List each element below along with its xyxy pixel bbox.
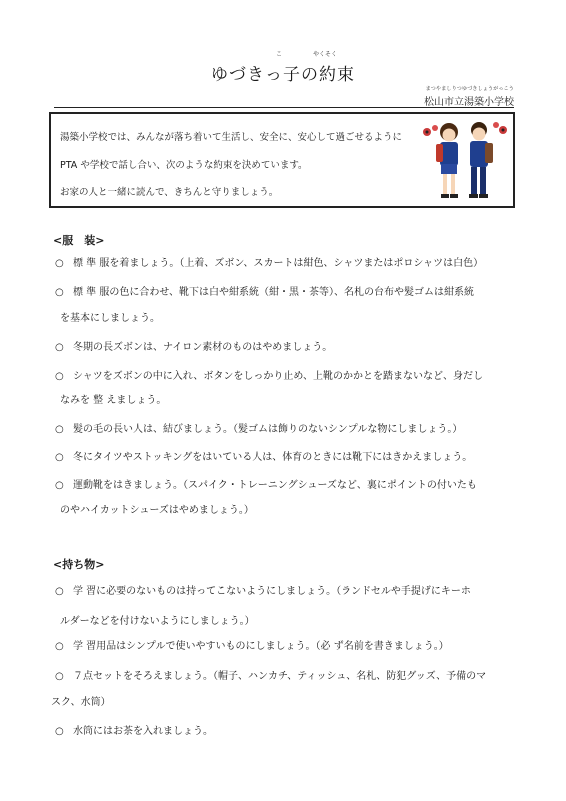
bullet: ○ (55, 452, 64, 463)
item-text: 学 習用品はシンプルで使いやすいものにしましょう。（必 ず名前を書きましょう。） (73, 641, 449, 652)
belongings-item-4 (55, 722, 213, 737)
item-text: 標 準 服の色に合わせ、靴下は白や紺系統（紺・黒・茶等）、名札の台布や髪ゴムは紺系統 (73, 287, 475, 298)
item-text: 髪の毛の長い人は、結びましょう。（髪ゴムは飾りのないシンプルな物にしましょう。） (73, 424, 463, 435)
page-title: ゆづきっ子の約束 (211, 65, 355, 85)
bullet: ○ (55, 371, 64, 382)
item-text: 標 準 服を着ましょう。（上着、ズボン、スカートは紺色、シャツまたはポロシャツは白色） (73, 258, 484, 269)
bullet: ○ (55, 671, 64, 682)
title-ruby-yakusoku: やくそく (313, 51, 338, 58)
boy-figure (469, 122, 493, 198)
clothing-item-4-cont: なみを 整 えましょう。 (60, 395, 167, 406)
section-title-clothing: <服 装> (53, 234, 105, 247)
clothing-item-7 (55, 476, 477, 491)
bullet: ○ (55, 342, 64, 353)
belongings-item-2 (55, 637, 449, 652)
title-ruby-ko: こ (276, 51, 283, 58)
clothing-item-7-cont: のやハイカットシューズはやめましょう。） (60, 505, 254, 516)
item-text: 冬にタイツやストッキングをはいている人は、体育のときには靴下にはきかえましょう。 (73, 452, 473, 463)
clothing-item-4 (55, 367, 483, 382)
section-title-belongings: <持ち物> (53, 558, 105, 571)
belongings-item-3 (55, 667, 486, 682)
bullet: ○ (55, 480, 64, 491)
belongings-item-1-cont: ルダーなどを付けないようにしましょう。） (60, 616, 255, 627)
item-text: 運動靴をはきましょう。（スパイク・トレーニングシューズなど、裏にポイントの付いたも (73, 480, 477, 491)
clothing-item-1 (55, 254, 483, 269)
students-illustration (419, 116, 511, 204)
item-text: 水筒にはお茶を入れましょう。 (73, 726, 213, 737)
school-underline (54, 107, 514, 108)
belongings-item-3-cont: スク、水筒） (51, 697, 111, 708)
clothing-item-2-cont: を基本にしましょう。 (60, 313, 160, 324)
item-text: 学 習に必要のないものは持ってこないようにしましょう。（ランドセルや手提げにキーホ (73, 586, 471, 597)
clothing-item-5 (55, 420, 462, 435)
bullet: ○ (55, 586, 64, 597)
bullet: ○ (55, 726, 64, 737)
clothing-item-2 (55, 283, 474, 298)
clothing-item-6 (55, 448, 472, 463)
intro-box (49, 112, 515, 208)
intro-line-2: PTA や学校で話し合い、次のような約束を決めています。 (60, 160, 308, 171)
bullet: ○ (55, 641, 64, 652)
item-text: ７点セットをそろえましょう。（帽子、ハンカチ、ティッシュ、名札、防犯グッズ、予備のマ (73, 671, 487, 682)
item-text: 冬期の長ズボンは、ナイロン素材のものはやめましょう。 (73, 342, 333, 353)
school-name: 松山市立湯築小学校 (424, 97, 514, 108)
school-furigana: まつやましりつゆづきしょうがっこう (425, 86, 514, 92)
bullet: ○ (55, 287, 64, 298)
flower-left-icon (423, 125, 438, 136)
belongings-item-1 (55, 582, 471, 597)
girl-figure (436, 123, 458, 198)
clothing-item-3 (55, 338, 332, 353)
flower-right-icon (493, 122, 507, 134)
bullet: ○ (55, 424, 64, 435)
item-text: シャツをズボンの中に入れ、ボタンをしっかり止め、上靴のかかとを踏まないなど、身だし (73, 371, 483, 382)
bullet: ○ (55, 258, 64, 269)
intro-line-1: 湯築小学校では、みんなが落ち着いて生活し、安全に、安心して過ごせるように (60, 132, 403, 143)
intro-line-3: お家の人と一緒に読んで、きちんと守りましょう。 (60, 187, 279, 198)
